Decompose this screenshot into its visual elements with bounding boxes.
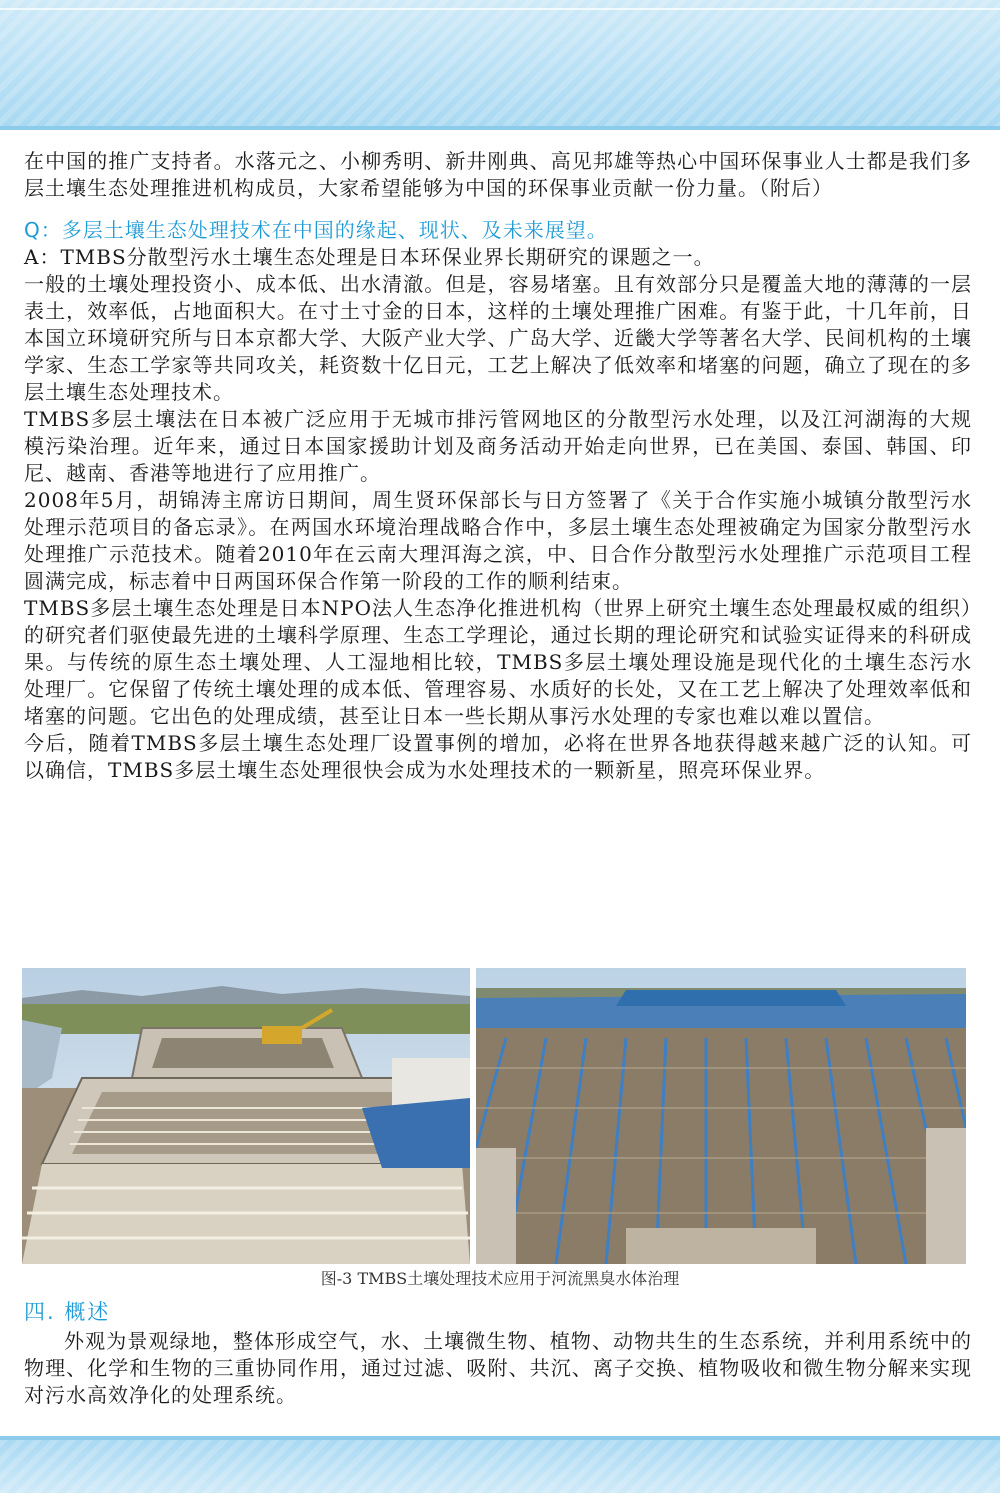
article-body (24, 148, 972, 784)
photo-construction-site-left (22, 968, 470, 1264)
intro-paragraph: 在中国的推广支持者。水落元之、小柳秀明、新井刚典、高见邦雄等热心中国环保事业人士都是我们多层土壤生态处理推进机构成员，大家希望能够为中国的环保事业贡献一份力量。（附后） (24, 149, 972, 200)
answer-paragraph: 今后，随着TMBS多层土壤生态处理厂设置事例的增加，必将在世界各地获得越来越广泛的认知。可以确信，TMBS多层土壤生态处理很快会成为水处理技术的一颗新星，照亮环保业界。 (24, 731, 972, 782)
figure-photos (22, 968, 966, 1264)
section-heading: 四. 概述 (24, 1300, 111, 1324)
question-heading: Q：多层土壤生态处理技术在中国的缘起、现状、及未来展望。 (24, 218, 608, 242)
header-decorative-band (0, 0, 1000, 130)
figure-caption: 图-3 TMBS土壤处理技术应用于河流黑臭水体治理 (320, 1269, 680, 1288)
answer-paragraph: TMBS多层土壤法在日本被广泛应用于无城市排污管网地区的分散型污水处理，以及江河湖海的大规模污染治理。近年来，通过日本国家援助计划及商务活动开始走向世界，已在美国、泰国、韩国、印尼、越南、香港等地进行了应用推广。 (24, 407, 972, 485)
answer-paragraph: 一般的土壤处理投资小、成本低、出水清澈。但是，容易堵塞。且有效部分只是覆盖大地的薄薄的一层表土，效率低，占地面积大。在寸土寸金的日本，这样的土壤处理推广困难。有鉴于此，十几年前，日本国立环境研究所与日本京都大学、大阪产业大学、广岛大学、近畿大学等著名大学、民间机构的土壤学家、生态工学家等共同攻关，耗资数十亿日元，工艺上解决了低效率和堵塞的问题，确立了现在的多层土壤生态处理技术。 (24, 272, 972, 404)
section-paragraph: 外观为景观绿地，整体形成空气，水、土壤微生物、植物、动物共生的生态系统，并利用系统中的物理、化学和生物的三重协同作用，通过过滤、吸附、共沉、离子交换、植物吸收和微生物分解来实现对污水高效净化的处理系统。 (24, 1329, 972, 1407)
answer-paragraph: 2008年5月，胡锦涛主席访日期间，周生贤环保部长与日方签署了《关于合作实施小城镇分散型污水处理示范项目的备忘录》。在两国水环境治理战略合作中，多层土壤生态处理被确定为国家分散型污水处理推广示范技术。随着2010年在云南大理洱海之滨，中、日合作分散型污水处理推广示范项目工程圆满完成，标志着中日两国环保合作第一阶段的工作的顺利结束。 (24, 488, 972, 593)
footer-decorative-band (0, 1436, 1000, 1493)
answer-line: A：TMBS分散型污水土壤生态处理是日本环保业界长期研究的课题之一。 (24, 245, 715, 269)
answer-paragraph: TMBS多层土壤生态处理是日本NPO法人生态净化推进机构（世界上研究土壤生态处理最权威的组织）的研究者们驱使最先进的土壤科学原理、生态工学理论，通过长期的理论研究和试验实证得来的科研成果。与传统的原生态土壤处理、人工湿地相比较，TMBS多层土壤处理设施是现代化的土壤生态污水处理厂。它保留了传统土壤处理的成本低、管理容易、水质好的长处，又在工艺上解决了处理效率低和堵塞的问题。它出色的处理成绩，甚至让日本一些长期从事污水处理的专家也难以难以置信。 (24, 596, 972, 728)
photo-soil-beds-right (476, 968, 966, 1264)
